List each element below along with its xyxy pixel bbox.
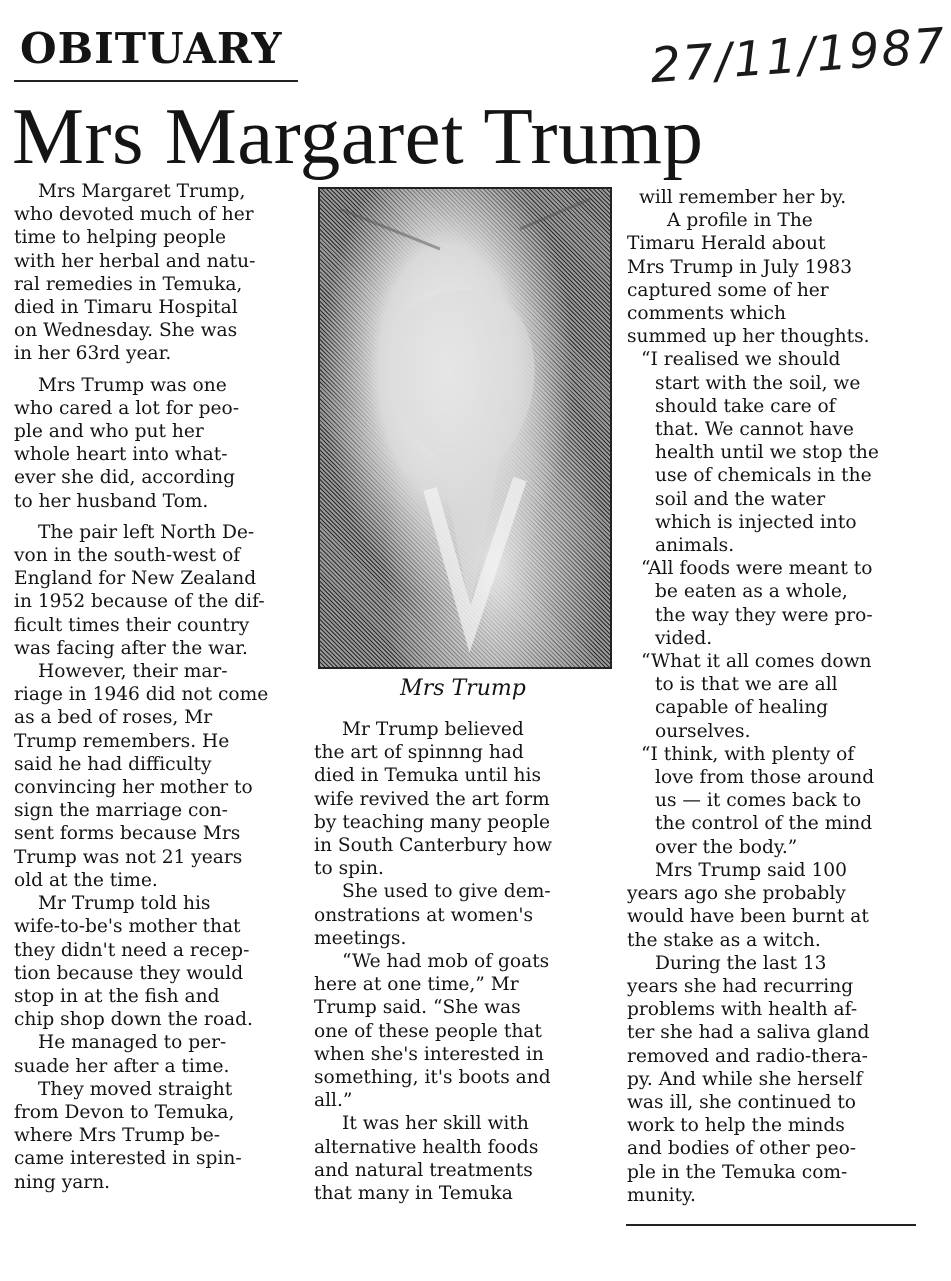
kicker-underline bbox=[14, 80, 298, 82]
paragraph: Mr Trump told his wife-to-be's mother that they didn't need a recep- tion because they would stop in at the fish and chip shop down the road. bbox=[14, 893, 253, 1031]
paragraph: They moved straight from Devon to Temuka, where Mrs Trump be- came interested in spin- ning yarn. bbox=[14, 1078, 242, 1193]
paragraph: A profile in The Timaru Herald about Mrs Trump in July 1983 captured some of her comments which summed up her thoughts. bbox=[627, 210, 870, 348]
paragraph: Mrs Trump was one who cared a lot for peo- ple and who put her whole heart into what- ever she did, according to her husband Tom. bbox=[14, 374, 239, 512]
paragraph: It was her skill with alternative health foods and natural treatments that many in Temuka bbox=[314, 1113, 539, 1205]
article-column-2 bbox=[314, 718, 598, 1205]
article-column-3 bbox=[627, 186, 917, 1207]
quote-paragraph: “I think, with plenty of love from those around us — it comes back to the control of the mind over the body.” bbox=[641, 743, 875, 858]
quote-paragraph: “What it all comes down to is that we are all capable of healing ourselves. bbox=[641, 651, 872, 742]
photo-caption: Mrs Trump bbox=[400, 676, 526, 701]
article-column-1 bbox=[14, 180, 294, 1194]
paragraph: He managed to per- suade her after a time. bbox=[14, 1032, 230, 1077]
paragraph: She used to give dem- onstrations at women's meetings. bbox=[314, 881, 551, 949]
paragraph: “We had mob of goats here at one time,” Mr Trump said. “She was one of these people that when she's interested in something, it's boots and all.” bbox=[314, 951, 551, 1112]
headline: Mrs Margaret Trump bbox=[12, 91, 704, 181]
quote-paragraph: “All foods were meant to be eaten as a whole, the way they were pro- vided. bbox=[641, 558, 873, 649]
article-end-rule bbox=[626, 1224, 916, 1226]
paragraph: Mrs Trump said 100 years ago she probably would have been burnt at the stake as a witch. bbox=[627, 859, 869, 951]
paragraph: During the last 13 years she had recurring problems with health af- ter she had a saliva gland removed and radio-thera- py. And while she herself was ill, she continued to work to help the minds and bodies of other peo- ple in the Temuka com- munity. bbox=[627, 952, 870, 1206]
paragraph: Mrs Margaret Trump, who devoted much of her time to helping people with her herbal and natu- ral remedies in Temuka, died in Timaru Hospital on Wednesday. She was in her 63rd year. bbox=[14, 181, 256, 365]
paragraph: The pair left North De- von in the south-west of England for New Zealand in 1952 because of the dif- ficult times their country was facing after the war. bbox=[14, 521, 265, 659]
paragraph: will remember her by. bbox=[639, 187, 847, 208]
quote-paragraph: “I realised we should start with the soil, we should take care of that. We cannot have health until we stop the use of chemicals in the soil and the water which is injected into animals. bbox=[641, 349, 879, 557]
paragraph: However, their mar- riage in 1946 did not come as a bed of roses, Mr Trump remembers. He said he had difficulty convincing her mother to sign the marriage con- sent forms because Mrs Trump was not 21 years old at the time. bbox=[14, 661, 269, 891]
section-kicker: OBITUARY bbox=[20, 24, 283, 73]
portrait-photo bbox=[318, 187, 612, 669]
paragraph: Mr Trump believed the art of spinnng had died in Temuka until his wife revived the art form by teaching many people in South Canterbury how to spin. bbox=[314, 719, 553, 880]
handwritten-date: 27/11/1987 bbox=[648, 17, 949, 95]
portrait-shading bbox=[320, 189, 610, 667]
